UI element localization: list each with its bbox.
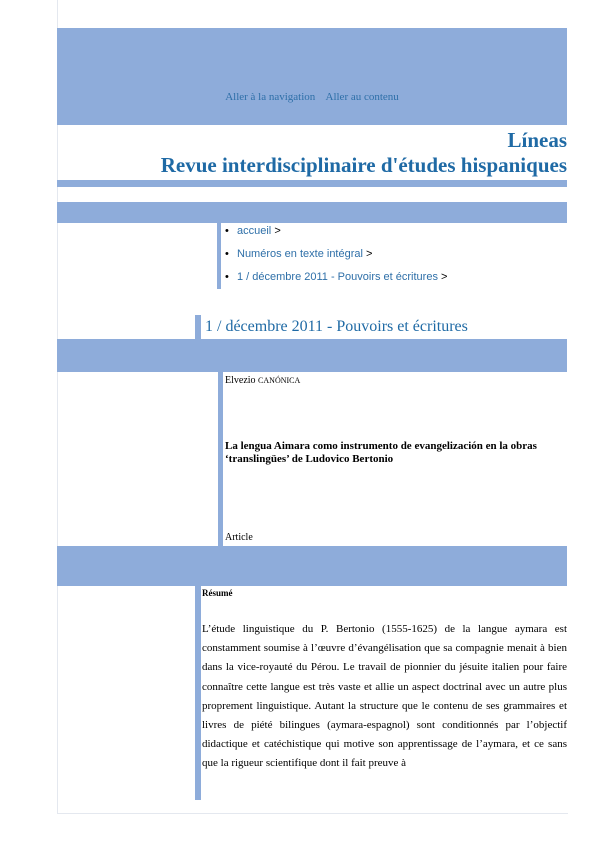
breadcrumb-separator: > (441, 271, 448, 283)
skip-links (57, 91, 567, 103)
bullet-icon: • (225, 225, 229, 237)
abstract-text: L’étude linguistique du P. Bertonio (1555-1625) de la langue aymara est constamment soumise à l’œuvre d’évangélisation que sa compagnie menait à bien dans la vice-royauté du Pérou. Le travail de pionnier du jésuite italien pour faire connaître cette langue est très vaste et allie un aspect doctrinal avec un autre plus proprement linguistique. Autant la structure que le contenu de ses grammaires et livres de piété bilingues (aymara-espagnol) sont conditionnés par l’objectif didactique et catéchistique qui motive son apprentissage de l’aymara, et ce sans que la rigueur scientifique dont il fait preuve à (202, 623, 567, 770)
section-band (57, 339, 567, 372)
breadcrumb (217, 220, 571, 289)
breadcrumb-link-current-issue[interactable]: 1 / décembre 2011 - Pouvoirs et écritures (237, 271, 438, 283)
breadcrumb-item (221, 266, 571, 289)
breadcrumb-separator: > (366, 248, 373, 260)
author-first-name: Elvezio (225, 375, 256, 386)
abstract-heading: Résumé (202, 588, 233, 598)
site-subtitle[interactable]: Revue interdisciplinaire d'études hispaniques (160, 153, 567, 177)
breadcrumb-link-issues[interactable]: Numéros en texte intégral (237, 248, 363, 260)
skip-to-content-link[interactable]: Aller au contenu (325, 91, 399, 103)
title-divider (57, 180, 567, 187)
header-band (57, 28, 567, 125)
breadcrumb-item (221, 220, 571, 243)
site-title[interactable] (161, 128, 567, 178)
bullet-icon: • (225, 271, 229, 283)
breadcrumb-item (221, 243, 571, 266)
site-name[interactable]: Líneas (507, 128, 567, 152)
breadcrumb-link-home[interactable]: accueil (237, 225, 272, 237)
skip-links-separator: | (319, 91, 322, 103)
article-type: Article (225, 532, 253, 543)
author-name (225, 375, 300, 386)
skip-to-navigation-link[interactable]: Aller à la navigation (225, 91, 316, 103)
bullet-icon: • (225, 248, 229, 260)
issue-title: 1 / décembre 2011 - Pouvoirs et écritures (195, 315, 577, 339)
article-title[interactable]: La lengua Aimara como instrumento de evangelización en la obras ‘translingües’ de Ludovico Bertonio (225, 440, 537, 465)
breadcrumb-separator: > (274, 225, 281, 237)
abstract-band (57, 546, 567, 586)
author-last-name: CANÓNICA (258, 376, 301, 385)
